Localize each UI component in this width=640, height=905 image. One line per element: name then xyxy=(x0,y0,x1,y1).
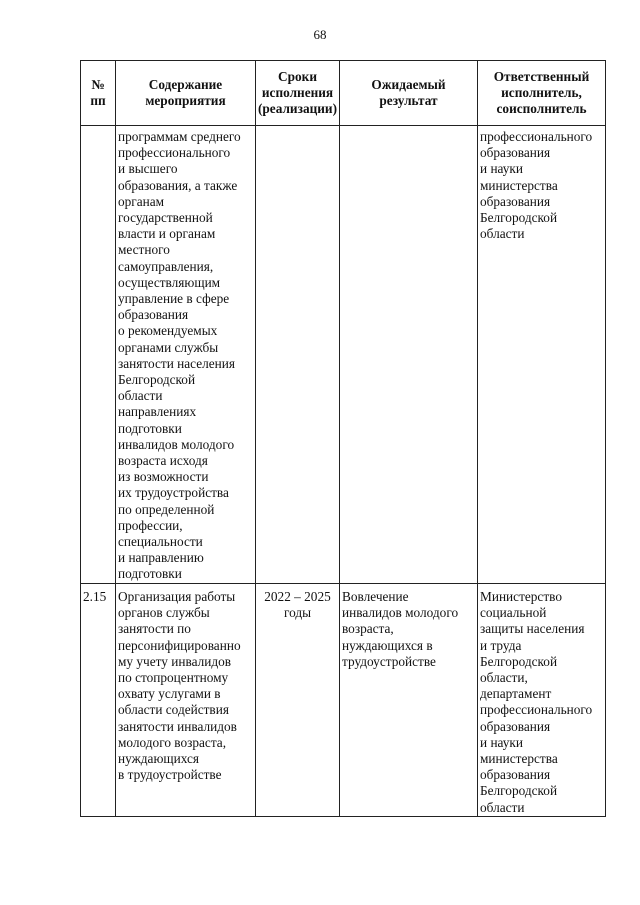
row-responsible: Министерство социальной защиты населения и труда Белгородской области, департамент профессионального образования и науки министерства образования Белгородской области xyxy=(478,584,606,817)
row-content: программам среднего профессионального и высшего образования, а также органам государственной власти и органам местного самоуправления, осуществляющим управление в сфере образования о рекомендуемых органами службы занятости населения Белгородской области направлениях подготовки инвалидов молодого возраста исходя из возможности их трудоустройства по определенной профессии, специальности и направлению подготовки xyxy=(116,126,256,584)
activities-table xyxy=(80,60,606,817)
row-deadline: 2022 – 2025 годы xyxy=(256,584,340,817)
row-result: Вовлечение инвалидов молодого возраста, нуждающихся в трудоустройстве xyxy=(340,584,478,817)
row-result xyxy=(340,126,478,584)
row-number xyxy=(81,126,116,584)
page-number: 68 xyxy=(313,27,327,42)
header-result: Ожидаемый результат xyxy=(340,61,478,126)
table-header-row xyxy=(81,61,606,126)
row-number: 2.15 xyxy=(81,584,116,817)
row-deadline xyxy=(256,126,340,584)
row-responsible: профессионального образования и науки министерства образования Белгородской области xyxy=(478,126,606,584)
header-number: № пп xyxy=(81,61,116,126)
row-content: Организация работы органов службы занятости по персонифицированно му учету инвалидов по стопроцентному охвату услугами в области содействия занятости инвалидов молодого возраста, нуждающихся в трудоустройстве xyxy=(116,584,256,817)
header-deadline: Сроки исполнения (реализации) xyxy=(256,61,340,126)
table-row xyxy=(81,584,606,817)
header-content: Содержание мероприятия xyxy=(116,61,256,126)
table-row xyxy=(81,126,606,584)
header-responsible: Ответственный исполнитель, соисполнитель xyxy=(478,61,606,126)
